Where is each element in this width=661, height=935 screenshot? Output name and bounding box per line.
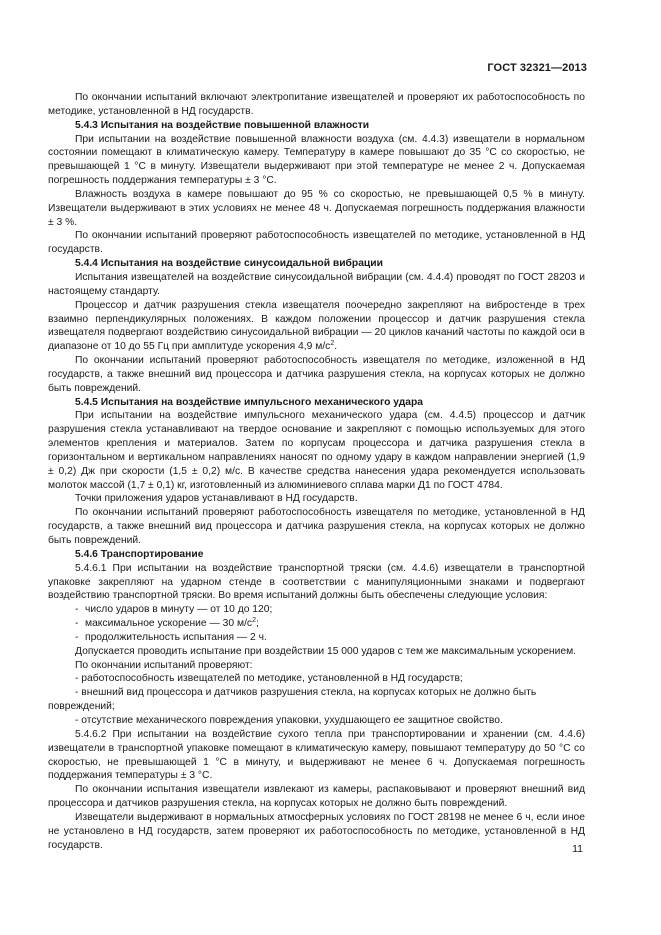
list-item	[48, 603, 585, 617]
list-item	[48, 617, 585, 631]
paragraph: При испытании на воздействие повышенной влажности воздуха (см. 4.4.3) извещатели в нормальном состоянии помещают в климатическую камеру. Температуру в камере повышают до 35 °С со скоростью, не превышающей 1 °С в минуту. Извещатели выдерживают при этой температуре не менее 2 ч. Допускаемая погрешность поддержания температуры ± 3 °С.	[48, 133, 585, 187]
section-heading-5-4-4: 5.4.4 Испытания на воздействие синусоидальной вибрации	[75, 258, 383, 270]
list-item: - отсутствие механического повреждения упаковки, ухудшающего ее защитное свойство.	[75, 714, 503, 726]
list-item	[48, 631, 585, 645]
page-number: 11	[572, 843, 583, 855]
list-item: - работоспособность извещателей по методике, установленной в НД государств;	[75, 673, 463, 685]
list-item-text: число ударов в минуту — от 10 до 120;	[85, 604, 273, 616]
paragraph: По окончании испытаний проверяют работоспособность извещателей по методике, установленной в НД государств.	[48, 230, 585, 256]
paragraph: Влажность воздуха в камере повышают до 95 % со скоростью, не превышающей 0,5 % в минуту. Извещатели выдерживают в этих условиях не менее 48 ч. Допускаемая погрешность поддержания влажности ± 3 %.	[48, 188, 585, 228]
paragraph: Извещатели выдерживают в нормальных атмосферных условиях по ГОСТ 28198 не менее 6 ч, если иное не установлено в НД государств, затем проверяют их работоспособность по методике, установленной в НД государств.	[48, 811, 585, 851]
document-body	[48, 91, 585, 852]
paragraph: 5.4.6.1 При испытании на воздействие транспортной тряски (см. 4.4.6) извещатели в транспортной упаковке закрепляют на ударном стенде в соответствии с манипуляционными знаками и подвергают воздействию транспортной тряски. Во время испытаний должны быть обеспечены следующие условия:	[48, 562, 585, 602]
paragraph	[48, 299, 585, 354]
section-heading-5-4-6: 5.4.6 Транспортирование	[75, 548, 204, 560]
list-item-end: ;	[255, 618, 259, 630]
list-item-text: продолжительность испытания — 2 ч.	[85, 631, 267, 643]
paragraph: При испытании на воздействие импульсного механического удара (см. 4.4.5) процессор и датчик разрушения стекла устанавливают на твердое основание и закрепляют с помощью используемых для этого элементов крепления и материалов. Затем по корпусам процессора и датчика разрушения стекла в горизонтальном и вертикальном направлениях наносят по одному удару в каждом направлении энергией (1,9 ± 0,2) Дж при скорости (1,5 ± 0,2) м/с. В качестве средства нанесения удара рекомендуется использовать молоток массой (1,7 ± 0,1) кг, изготовленный из алюминиевого сплава марки Д1 по ГОСТ 4784.	[48, 410, 585, 491]
standard-header: ГОСТ 32321—2013	[487, 62, 587, 74]
paragraph: Допускается проводить испытание при воздействии 15 000 ударов с тем же максимальным ускорением.	[75, 645, 577, 657]
paragraph: По окончании испытаний включают электропитание извещателей и проверяют их работоспособность по методике, установленной в НД государств.	[48, 92, 585, 117]
list-dash: -	[75, 618, 79, 630]
paragraph: 5.4.6.2 При испытании на воздействие сухого тепла при транспортировании и хранении (см. 4.4.6) извещатели в транспортной упаковке помещают в климатическую камеру, повышают температуру до 50 °С со скоростью, не превышающей 1 °С в минуту, и выдерживают не менее 6 ч. Допускаемая погрешность поддержания температуры ± 3 °С.	[48, 728, 585, 782]
list-item-text: максимальное ускорение — 30 м/с	[85, 618, 253, 630]
paragraph: Точки приложения ударов устанавливают в НД государств.	[75, 493, 358, 505]
paragraph: По окончании испытаний проверяют работоспособность извещателя по методике, изложенной в НД государств, а также внешний вид процессора и датчика разрушения стекла, на корпусах которых не должно быть повреждений.	[48, 355, 585, 394]
superscript: 2	[330, 340, 335, 348]
list-dash: -	[75, 631, 79, 643]
list-dash: -	[75, 604, 79, 616]
paragraph: По окончании испытаний проверяют работоспособность извещателя по методике, установленной в НД государств, а также внешний вид процессора и датчика разрушения стекла, на корпусах которых не должно быть повреждений.	[48, 507, 585, 546]
paragraph: По окончании испытания извещатели извлекают из камеры, распаковывают и проверяют внешний вид процессора и датчиков разрушения стекла, на корпусах которых не должно быть повреждений.	[48, 784, 585, 810]
section-heading-5-4-3: 5.4.3 Испытания на воздействие повышенной влажности	[75, 119, 370, 131]
section-heading-5-4-5: 5.4.5 Испытания на воздействие импульсного механического удара	[75, 396, 424, 408]
paragraph: По окончании испытаний проверяют:	[75, 659, 253, 671]
paragraph-text: Процессор и датчик разрушения стекла извещателя поочередно закрепляют на вибростенде в трех взаимно перпендикулярных положениях. В каждом положении процессор и датчик разрушения стекла извещателя подвергают воздействию синусоидальной вибрации — 20 циклов качаний частоты по каждой оси в диапазоне от 10 до 55 Гц при амплитуде ускорения 4,9 м/с	[48, 299, 585, 353]
paragraph: Испытания извещателей на воздействие синусоидальной вибрации (см. 4.4.4) проводят по ГОСТ 28203 и настоящему стандарту.	[48, 271, 585, 297]
paragraph-end: .	[334, 341, 338, 353]
superscript: 2	[252, 617, 256, 625]
list-item: - внешний вид процессора и датчиков разрушения стекла, на корпусах которых не должно быть повреждений;	[48, 687, 537, 713]
